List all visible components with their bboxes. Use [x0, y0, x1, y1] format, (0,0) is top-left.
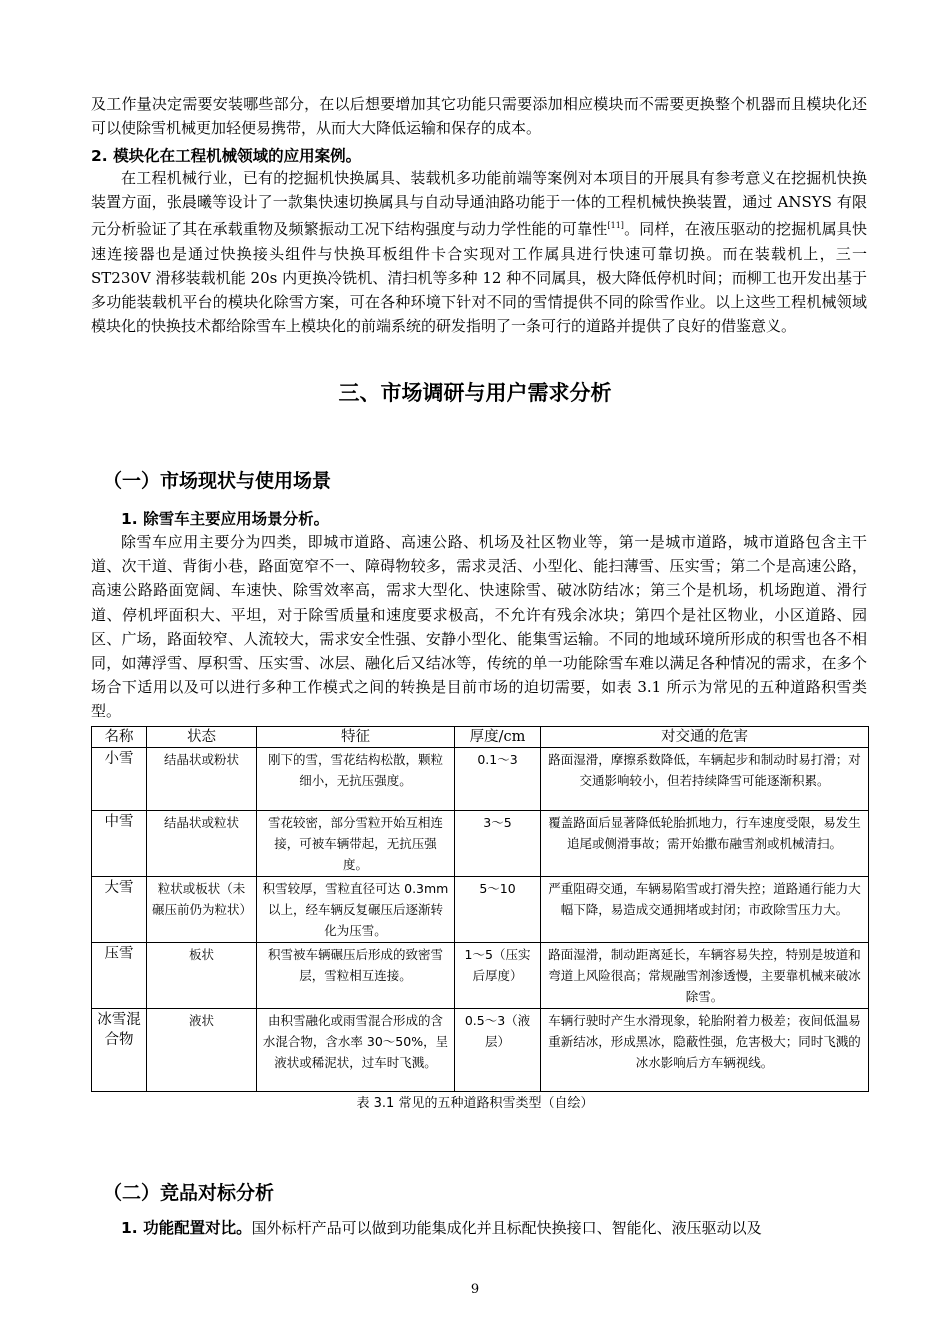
- table-cell-feature: 雪花较密，部分雪粒开始互相连接，可被车辆带起，无抗压强度。: [257, 811, 455, 877]
- table-cell-name: 压雪: [92, 943, 147, 1009]
- table-row: [92, 877, 869, 943]
- paragraph-cases-part-b: 。同样，在液压驱动的挖掘机属具快速连接器也是通过快换接头组件与快换耳板组件卡合实现对工作属具进行快速可靠切换。而在装载机上，三一 ST230V 滑移装载机能 20s 内更换冷铣机、清扫机等多种 12 种不同属具，极大降低停机时间；而柳工也开发出基于多功能装载机平台的模块化除雪方案，可在各种环境下针对不同的雪情提供不同的除雪作业。以上这些工程机械领域模块化的快换技术都给除雪车上模块化的前端系统的研发指明了一条可行的道路并提供了良好的借鉴意义。: [91, 220, 867, 336]
- table-cell-state: 液状: [147, 1009, 257, 1092]
- table-cell-harm: 车辆行驶时产生水滑现象，轮胎附着力极差；夜间低温易重新结冰，形成黑冰，隐蔽性强，危害极大；同时飞溅的冰水影响后方车辆视线。: [541, 1009, 869, 1092]
- heading-modular-cases: 2. 模块化在工程机械领域的应用案例。: [91, 147, 362, 165]
- table-cell-state: 结晶状或粉状: [147, 748, 257, 811]
- table-cell-feature: 由积雪融化或雨雪混合形成的含水混合物，含水率 30～50%，呈液状或稀泥状，过车时飞溅。: [257, 1009, 455, 1092]
- table-cell-state: 粒状或板状（未碾压前仍为粒状）: [147, 877, 257, 943]
- table-row: [92, 811, 869, 877]
- heading-scenes: 1. 除雪车主要应用场景分析。: [121, 510, 330, 528]
- table-row: [92, 748, 869, 811]
- table-cell-thickness: 0.5～3（液层）: [455, 1009, 541, 1092]
- table-row: [92, 1009, 869, 1092]
- paragraph-intro: 及工作量决定需要安装哪些部分，在以后想要增加其它功能只需要添加相应模块而不需要更换整个机器而且模块化还可以使除雪机械更加轻便易携带，从而大大降低运输和保存的成本。: [91, 95, 867, 138]
- paragraph-cases-part-a: 在工程机械行业，已有的挖掘机快换属具、装载机多功能前端等案例对本项目的开展具有参考意义在挖掘机快换装置方面，张晨曦等设计了一款集快速切换属具与自动导通油路功能于一体的工程机械快换装置，通过 ANSYS 有限元分析验证了其在承载重物及频繁振动工况下结构强度与动力学性能的可靠性: [91, 169, 867, 239]
- table-cell-harm: 路面湿滑，制动距离延长，车辆容易失控，特别是坡道和弯道上风险很高；常规融雪剂渗透慢，主要靠机械来破冰除雪。: [541, 943, 869, 1009]
- table-cell-feature: 积雪被车辆碾压后形成的致密雪层，雪粒相互连接。: [257, 943, 455, 1009]
- table-cell-name: 小雪: [92, 748, 147, 811]
- table-cell-name: 冰雪混合物: [92, 1009, 147, 1092]
- heading-function-compare: 1. 功能配置对比。: [121, 1219, 252, 1237]
- table-header: 特征: [257, 727, 455, 748]
- table-cell-thickness: 3～5: [455, 811, 541, 877]
- paragraph-scenes: 除雪车应用主要分为四类，即城市道路、高速公路、机场及社区物业等，第一是城市道路，城市道路包含主干道、次干道、背街小巷，路面宽窄不一、障碍物较多，需求灵活、小型化、能扫薄雪、压实雪；第二个是高速公路，高速公路路面宽阔、车速快、除雪效率高，需求大型化、快速除雪、破冰防结冰；第三个是机场，机场跑道、滑行道、停机坪面积大、平坦，对于除雪质量和速度要求极高，不允许有残余冰块；第四个是社区物业，小区道路、园区、广场，路面较窄、人流较大，需求安全性强、安静小型化、能集雪运输。不同的地域环境所形成的积雪也各不相同，如薄浮雪、厚积雪、压实雪、冰层、融化后又结冰等，传统的单一功能除雪车难以满足各种情况的需求，在多个场合下适用以及可以进行多种工作模式之间的转换是目前市场的迫切需要，如表 3.1 所示为常见的五种道路积雪类型。: [91, 533, 867, 721]
- table-cell-feature: 刚下的雪，雪花结构松散，颗粒细小，无抗压强度。: [257, 748, 455, 811]
- table-cell-name: 中雪: [92, 811, 147, 877]
- table-header: 对交通的危害: [541, 727, 869, 748]
- table-cell-state: 板状: [147, 943, 257, 1009]
- citation-11: [11]: [607, 221, 624, 231]
- table-cell-state: 结晶状或粒状: [147, 811, 257, 877]
- page-number: 9: [470, 1282, 480, 1297]
- table-caption: 表 3.1 常见的五种道路积雪类型（自绘）: [356, 1096, 594, 1111]
- table-cell-thickness: 5～10: [455, 877, 541, 943]
- table-cell-thickness: 1～5（压实后厚度）: [455, 943, 541, 1009]
- table-header: 厚度/cm: [455, 727, 541, 748]
- table-header-row: [92, 727, 869, 748]
- section-title-market: （一）市场现状与使用场景: [103, 470, 332, 492]
- table-header: 状态: [147, 727, 257, 748]
- table-cell-harm: 严重阻碍交通，车辆易陷雪或打滑失控；道路通行能力大幅下降，易造成交通拥堵或封闭；市政除雪压力大。: [541, 877, 869, 943]
- table-cell-name: 大雪: [92, 877, 147, 943]
- section-title-competitors: （二）竞品对标分析: [103, 1182, 275, 1204]
- table-cell-thickness: 0.1～3: [455, 748, 541, 811]
- table-header: 名称: [92, 727, 147, 748]
- snow-types-table: [91, 726, 869, 1092]
- table-cell-feature: 积雪较厚，雪粒直径可达 0.3mm 以上，经车辆反复碾压后逐渐转化为压雪。: [257, 877, 455, 943]
- chapter-title: 三、市场调研与用户需求分析: [338, 381, 612, 405]
- table-cell-harm: 路面湿滑，摩擦系数降低，车辆起步和制动时易打滑；对交通影响较小，但若持续降雪可能逐渐积累。: [541, 748, 869, 811]
- paragraph-function: [121, 1216, 867, 1240]
- table-row: [92, 943, 869, 1009]
- table-cell-harm: 覆盖路面后显著降低轮胎抓地力，行车速度受限，易发生追尾或侧滑事故；需开始撒布融雪剂或机械清扫。: [541, 811, 869, 877]
- paragraph-function-text: 国外标杆产品可以做到功能集成化并且标配快换接口、智能化、液压驱动以及: [251, 1219, 762, 1237]
- paragraph-cases: [91, 166, 867, 338]
